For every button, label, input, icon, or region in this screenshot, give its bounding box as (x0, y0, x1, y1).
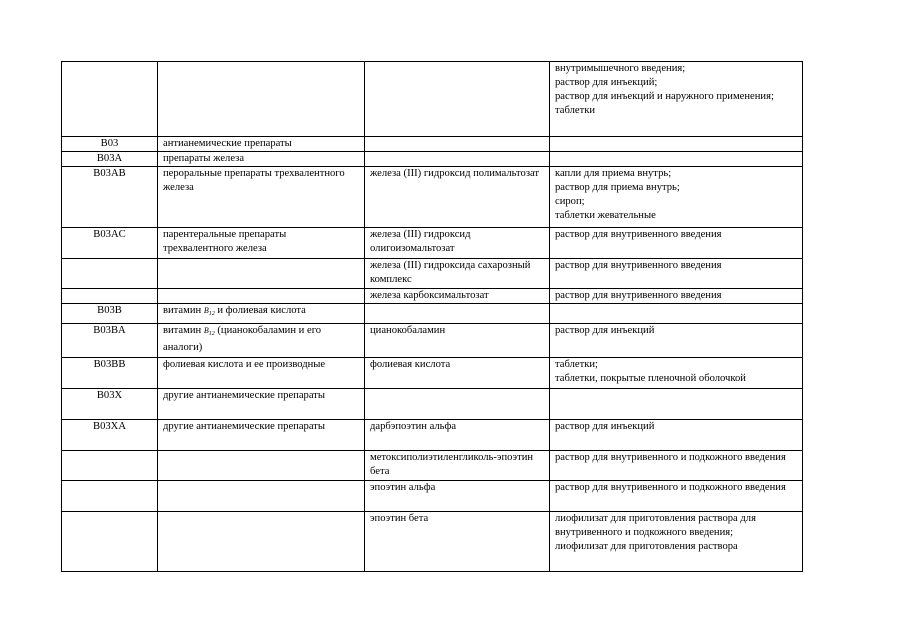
table-row (62, 304, 803, 324)
atc-code-cell: B03BB (62, 358, 158, 389)
table-row (62, 481, 803, 512)
dosage-form-cell: раствор для внутривенного и подкожного введения (550, 481, 803, 512)
atc-code-cell: B03XA (62, 420, 158, 451)
vitamin-symbol: B (203, 326, 209, 335)
drug-name-cell: эпоэтин альфа (365, 481, 550, 512)
group-text: витамин (163, 325, 204, 336)
vitamin-subscript: 12 (208, 311, 215, 317)
atc-code-cell: B03 (62, 137, 158, 152)
group-text: витамин (163, 305, 204, 316)
atc-code-cell (62, 62, 158, 137)
dosage-form-cell: раствор для внутривенного и подкожного введения (550, 451, 803, 481)
drug-name-cell: железа (III) гидроксид олигоизомальтозат (365, 228, 550, 259)
table-row (62, 512, 803, 572)
atc-code-cell (62, 259, 158, 289)
atc-code-cell: B03AC (62, 228, 158, 259)
drug-name-cell (365, 304, 550, 324)
table-row (62, 289, 803, 304)
atc-group-cell (158, 289, 365, 304)
atc-group-cell (158, 512, 365, 572)
atc-group-cell: препараты железа (158, 152, 365, 167)
atc-code-cell (62, 481, 158, 512)
atc-group-cell: фолиевая кислота и ее производные (158, 358, 365, 389)
atc-group-cell (158, 304, 365, 324)
dosage-form-cell: раствор для внутривенного введения (550, 259, 803, 289)
dosage-form-cell: раствор для внутривенного введения (550, 289, 803, 304)
atc-group-cell: антианемические препараты (158, 137, 365, 152)
atc-code-cell (62, 512, 158, 572)
atc-group-cell: пероральные препараты трехвалентного железа (158, 167, 365, 228)
atc-group-cell (158, 259, 365, 289)
vitamin-subscript: 12 (208, 331, 215, 337)
drug-name-cell (365, 152, 550, 167)
drug-name-cell: железа (III) гидроксид полимальтозат (365, 167, 550, 228)
drug-name-cell: железа (III) гидроксида сахарозный комплекс (365, 259, 550, 289)
dosage-form-cell (550, 137, 803, 152)
dosage-form-cell: раствор для внутривенного введения (550, 228, 803, 259)
dosage-form-cell: раствор для инъекций (550, 324, 803, 358)
table-row (62, 167, 803, 228)
dosage-form-cell (550, 389, 803, 420)
table-row (62, 62, 803, 137)
table-row (62, 389, 803, 420)
dosage-form-cell: таблетки; таблетки, покрытые пленочной оболочкой (550, 358, 803, 389)
vitamin-symbol: B (203, 306, 209, 315)
table-row (62, 358, 803, 389)
atc-group-cell (158, 481, 365, 512)
atc-group-cell: парентеральные препараты трехвалентного железа (158, 228, 365, 259)
group-text: и фолиевая кислота (214, 305, 306, 316)
table-row (62, 152, 803, 167)
atc-group-cell (158, 451, 365, 481)
drug-name-cell: эпоэтин бета (365, 512, 550, 572)
atc-code-cell: B03X (62, 389, 158, 420)
drug-name-cell: дарбэпоэтин альфа (365, 420, 550, 451)
table-row (62, 324, 803, 358)
atc-group-cell (158, 324, 365, 358)
atc-group-cell: другие антианемические препараты (158, 389, 365, 420)
atc-code-cell: B03A (62, 152, 158, 167)
atc-code-cell: B03AB (62, 167, 158, 228)
dosage-form-cell (550, 152, 803, 167)
atc-group-cell: другие антианемические препараты (158, 420, 365, 451)
table-row (62, 451, 803, 481)
atc-code-cell (62, 289, 158, 304)
drug-name-cell: железа карбоксимальтозат (365, 289, 550, 304)
dosage-form-cell: раствор для инъекций (550, 420, 803, 451)
dosage-form-cell: капли для приема внутрь; раствор для приема внутрь; сироп; таблетки жевательные (550, 167, 803, 228)
table-body (62, 62, 803, 572)
drug-name-cell (365, 137, 550, 152)
dosage-form-cell (550, 304, 803, 324)
drug-name-cell: фолиевая кислота (365, 358, 550, 389)
group-text: (цианокобаламин и его аналоги) (163, 325, 322, 353)
drug-name-cell (365, 62, 550, 137)
table-row (62, 420, 803, 451)
atc-code-cell (62, 451, 158, 481)
drug-name-cell: метоксиполиэтиленгликоль-эпоэтин бета (365, 451, 550, 481)
table-row (62, 259, 803, 289)
dosage-form-cell: лиофилизат для приготовления раствора для внутривенного и подкожного введения; лиофилизат для приготовления раствора (550, 512, 803, 572)
atc-code-cell: B03B (62, 304, 158, 324)
drug-name-cell: цианокобаламин (365, 324, 550, 358)
table-row (62, 228, 803, 259)
drug-name-cell (365, 389, 550, 420)
table-row (62, 137, 803, 152)
dosage-form-cell: внутримышечного введения; раствор для инъекций; раствор для инъекций и наружного применения; таблетки (550, 62, 803, 137)
atc-group-cell (158, 62, 365, 137)
drug-table (61, 61, 803, 572)
atc-code-cell: B03BA (62, 324, 158, 358)
